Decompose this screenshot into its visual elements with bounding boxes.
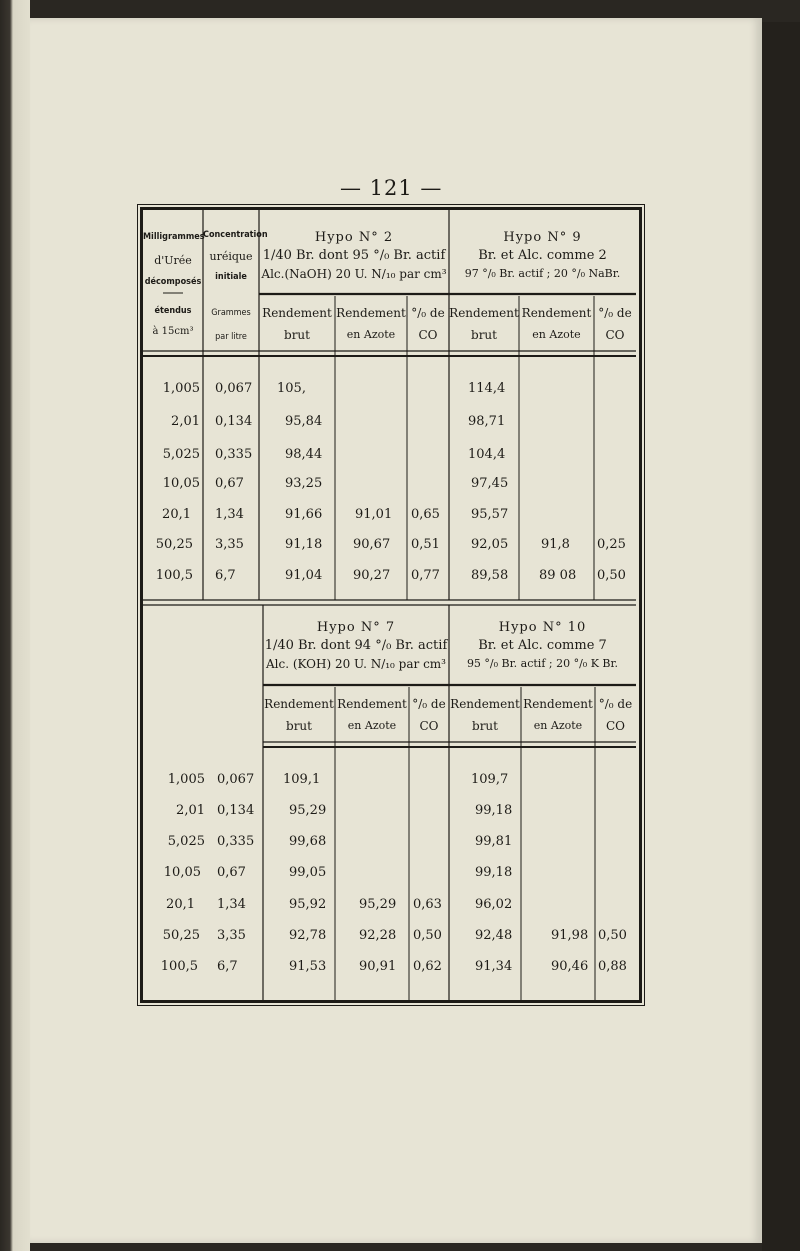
bot-r7-b2: 90,46 (551, 959, 589, 974)
top-r5-b1: 95,57 (471, 507, 509, 522)
bot-r5-conc: 1,34 (217, 897, 246, 912)
bot-r6-conc: 3,35 (217, 928, 246, 943)
top-r4-a1: 93,25 (285, 476, 323, 491)
bot-r2-conc: 0,134 (217, 803, 255, 818)
col-head-top-b1-sub: brut (471, 328, 497, 342)
top-r6-a2: 90,67 (353, 537, 391, 552)
top-r7-mg: 100,5 (155, 568, 193, 583)
col-head-bot-a3-sub: CO (419, 719, 439, 733)
bot-r5-a2: 95,29 (359, 897, 397, 912)
bot-r5-mg: 20,1 (166, 897, 195, 912)
header-par-litre: par litre (215, 332, 247, 342)
top-r1-a1: 105, (277, 381, 306, 396)
hypo-10-line3: 95 °/₀ Br. actif ; 20 °/₀ K Br. (466, 657, 619, 670)
top-r3-a1: 98,44 (285, 447, 323, 462)
top-r3-conc: 0,335 (215, 447, 253, 462)
bot-r6-a1: 92,78 (289, 928, 327, 943)
top-r3-b1: 104,4 (468, 447, 506, 462)
top-r7-a3: 0,77 (411, 568, 440, 583)
data-table (140, 207, 642, 1003)
bot-r7-a3: 0,62 (413, 959, 442, 974)
header-ureique: uréique (209, 250, 253, 263)
top-r2-b1: 98,71 (468, 414, 506, 429)
col-head-bot-a2: Rendement (337, 697, 407, 711)
hypo-2-title: Hypo N° 2 (314, 230, 394, 245)
bot-r5-a3: 0,63 (413, 897, 442, 912)
top-r7-a1: 91,04 (285, 568, 323, 583)
top-r5-a2: 91,01 (355, 507, 393, 522)
bot-r7-b1: 91,34 (475, 959, 513, 974)
col-head-top-a1-sub: brut (284, 328, 310, 342)
hypo-9-line2: Br. et Alc. comme 2 (478, 248, 607, 263)
header-decomposes: décomposés (144, 277, 202, 287)
bot-r3-conc: 0,335 (217, 834, 255, 849)
header-duree: d'Urée (154, 254, 192, 267)
col-head-bot-a1: Rendement (264, 697, 334, 711)
col-head-top-a3-sub: CO (418, 328, 438, 342)
top-r7-b1: 89,58 (471, 568, 509, 583)
header-etendus: étendus (154, 306, 192, 316)
col-head-bot-b1: Rendement (450, 697, 520, 711)
top-r6-b2: 91,8 (541, 537, 570, 552)
top-r7-conc: 6,7 (215, 568, 236, 583)
bot-r7-mg: 100,5 (160, 959, 198, 974)
top-r5-a3: 0,65 (411, 507, 440, 522)
top-r7-a2: 90,27 (353, 568, 391, 583)
col-head-bot-b3: °/₀ de (598, 697, 633, 711)
bot-r4-b1: 99,18 (475, 865, 513, 880)
top-r6-b3: 0,25 (597, 537, 626, 552)
col-head-top-b3: °/₀ de (598, 306, 632, 320)
bot-r3-mg: 5,025 (167, 834, 205, 849)
col-head-top-b2-sub: en Azote (532, 328, 581, 341)
top-r4-mg: 10,05 (162, 476, 200, 491)
top-r2-a1: 95,84 (285, 414, 323, 429)
bot-r7-conc: 6,7 (217, 959, 238, 974)
top-r3-mg: 5,025 (162, 447, 200, 462)
header-initiale: initiale (215, 272, 247, 282)
top-r6-a3: 0,51 (411, 537, 440, 552)
col-head-top-a3: °/₀ de (411, 306, 445, 320)
top-r4-b1: 97,45 (471, 476, 509, 491)
bot-r3-b1: 99,81 (475, 834, 513, 849)
col-head-bot-b1-sub: brut (472, 719, 498, 733)
col-head-bot-a3: °/₀ de (412, 697, 446, 711)
bot-r4-mg: 10,05 (163, 865, 201, 880)
header-concentration: Concentration (203, 230, 268, 240)
page-number: — 121 — (340, 176, 443, 200)
top-r1-mg: 1,005 (162, 381, 200, 396)
hypo-9-title: Hypo N° 9 (503, 230, 582, 245)
col-head-top-b3-sub: CO (605, 328, 625, 342)
top-r6-mg: 50,25 (155, 537, 193, 552)
bot-r6-b2: 91,98 (551, 928, 589, 943)
top-r7-b3: 0,50 (597, 568, 626, 583)
bot-r6-b1: 92,48 (475, 928, 513, 943)
bot-r7-a1: 91,53 (289, 959, 327, 974)
bot-r1-conc: 0,067 (217, 772, 255, 787)
bot-r1-mg: 1,005 (167, 772, 205, 787)
bot-r4-conc: 0,67 (217, 865, 246, 880)
top-r5-conc: 1,34 (215, 507, 244, 522)
bot-r2-mg: 2,01 (176, 803, 205, 818)
top-r6-a1: 91,18 (285, 537, 323, 552)
hypo-7-line3: Alc. (KOH) 20 U. N/₁₀ par cm³ (266, 657, 446, 671)
header-grammes: Grammes (211, 308, 251, 318)
bot-r2-a1: 95,29 (289, 803, 327, 818)
col-head-top-a2: Rendement (336, 306, 406, 320)
col-head-bot-b2: Rendement (523, 697, 593, 711)
top-r6-b1: 92,05 (471, 537, 509, 552)
col-head-top-b2: Rendement (521, 306, 592, 320)
col-head-top-b1: Rendement (449, 306, 519, 320)
bot-r6-a2: 92,28 (359, 928, 397, 943)
col-head-bot-a2-sub: en Azote (347, 719, 397, 732)
bot-r7-b3: 0,88 (598, 959, 627, 974)
hypo-7-line2: 1/40 Br. dont 94 °/₀ Br. actif (264, 638, 448, 653)
hypo-10-title: Hypo N° 10 (498, 620, 587, 635)
top-r2-conc: 0,134 (215, 414, 253, 429)
bot-r1-b1: 109,7 (471, 772, 509, 787)
bot-r5-a1: 95,92 (289, 897, 327, 912)
bot-r6-a3: 0,50 (413, 928, 442, 943)
col-head-top-a2-sub: en Azote (346, 328, 396, 341)
hypo-10-line2: Br. et Alc. comme 7 (478, 638, 607, 653)
top-r5-mg: 20,1 (162, 507, 191, 522)
bot-r6-b3: 0,50 (598, 928, 627, 943)
bot-r1-a1: 109,1 (283, 772, 321, 787)
header-a15: à 15cm³ (152, 326, 194, 337)
col-head-bot-a1-sub: brut (286, 719, 312, 733)
top-r2-mg: 2,01 (171, 414, 200, 429)
header-milligrammes: Milligrammes (143, 232, 205, 242)
top-r7-b2: 89 08 (539, 568, 577, 583)
bot-r5-b1: 96,02 (475, 897, 513, 912)
col-head-top-a1: Rendement (262, 306, 332, 320)
hypo-2-line2: 1/40 Br. dont 95 °/₀ Br. actif (262, 248, 446, 263)
top-r6-conc: 3,35 (215, 537, 244, 552)
book-spine (0, 0, 30, 1251)
top-r5-a1: 91,66 (285, 507, 323, 522)
bot-r2-b1: 99,18 (475, 803, 513, 818)
top-r1-b1: 114,4 (468, 381, 506, 396)
page-edge (762, 22, 800, 1251)
bot-r3-a1: 99,68 (289, 834, 327, 849)
bot-r6-mg: 50,25 (162, 928, 200, 943)
top-r4-conc: 0,67 (215, 476, 244, 491)
col-head-bot-b3-sub: CO (605, 719, 626, 733)
col-head-bot-b2-sub: en Azote (533, 719, 583, 732)
bot-r4-a1: 99,05 (289, 865, 327, 880)
bot-r7-a2: 90,91 (359, 959, 397, 974)
hypo-9-line3: 97 °/₀ Br. actif ; 20 °/₀ NaBr. (464, 267, 621, 280)
top-r1-conc: 0,067 (215, 381, 253, 396)
hypo-2-line3: Alc.(NaOH) 20 U. N/₁₀ par cm³ (261, 267, 447, 281)
hypo-7-title: Hypo N° 7 (316, 620, 396, 635)
